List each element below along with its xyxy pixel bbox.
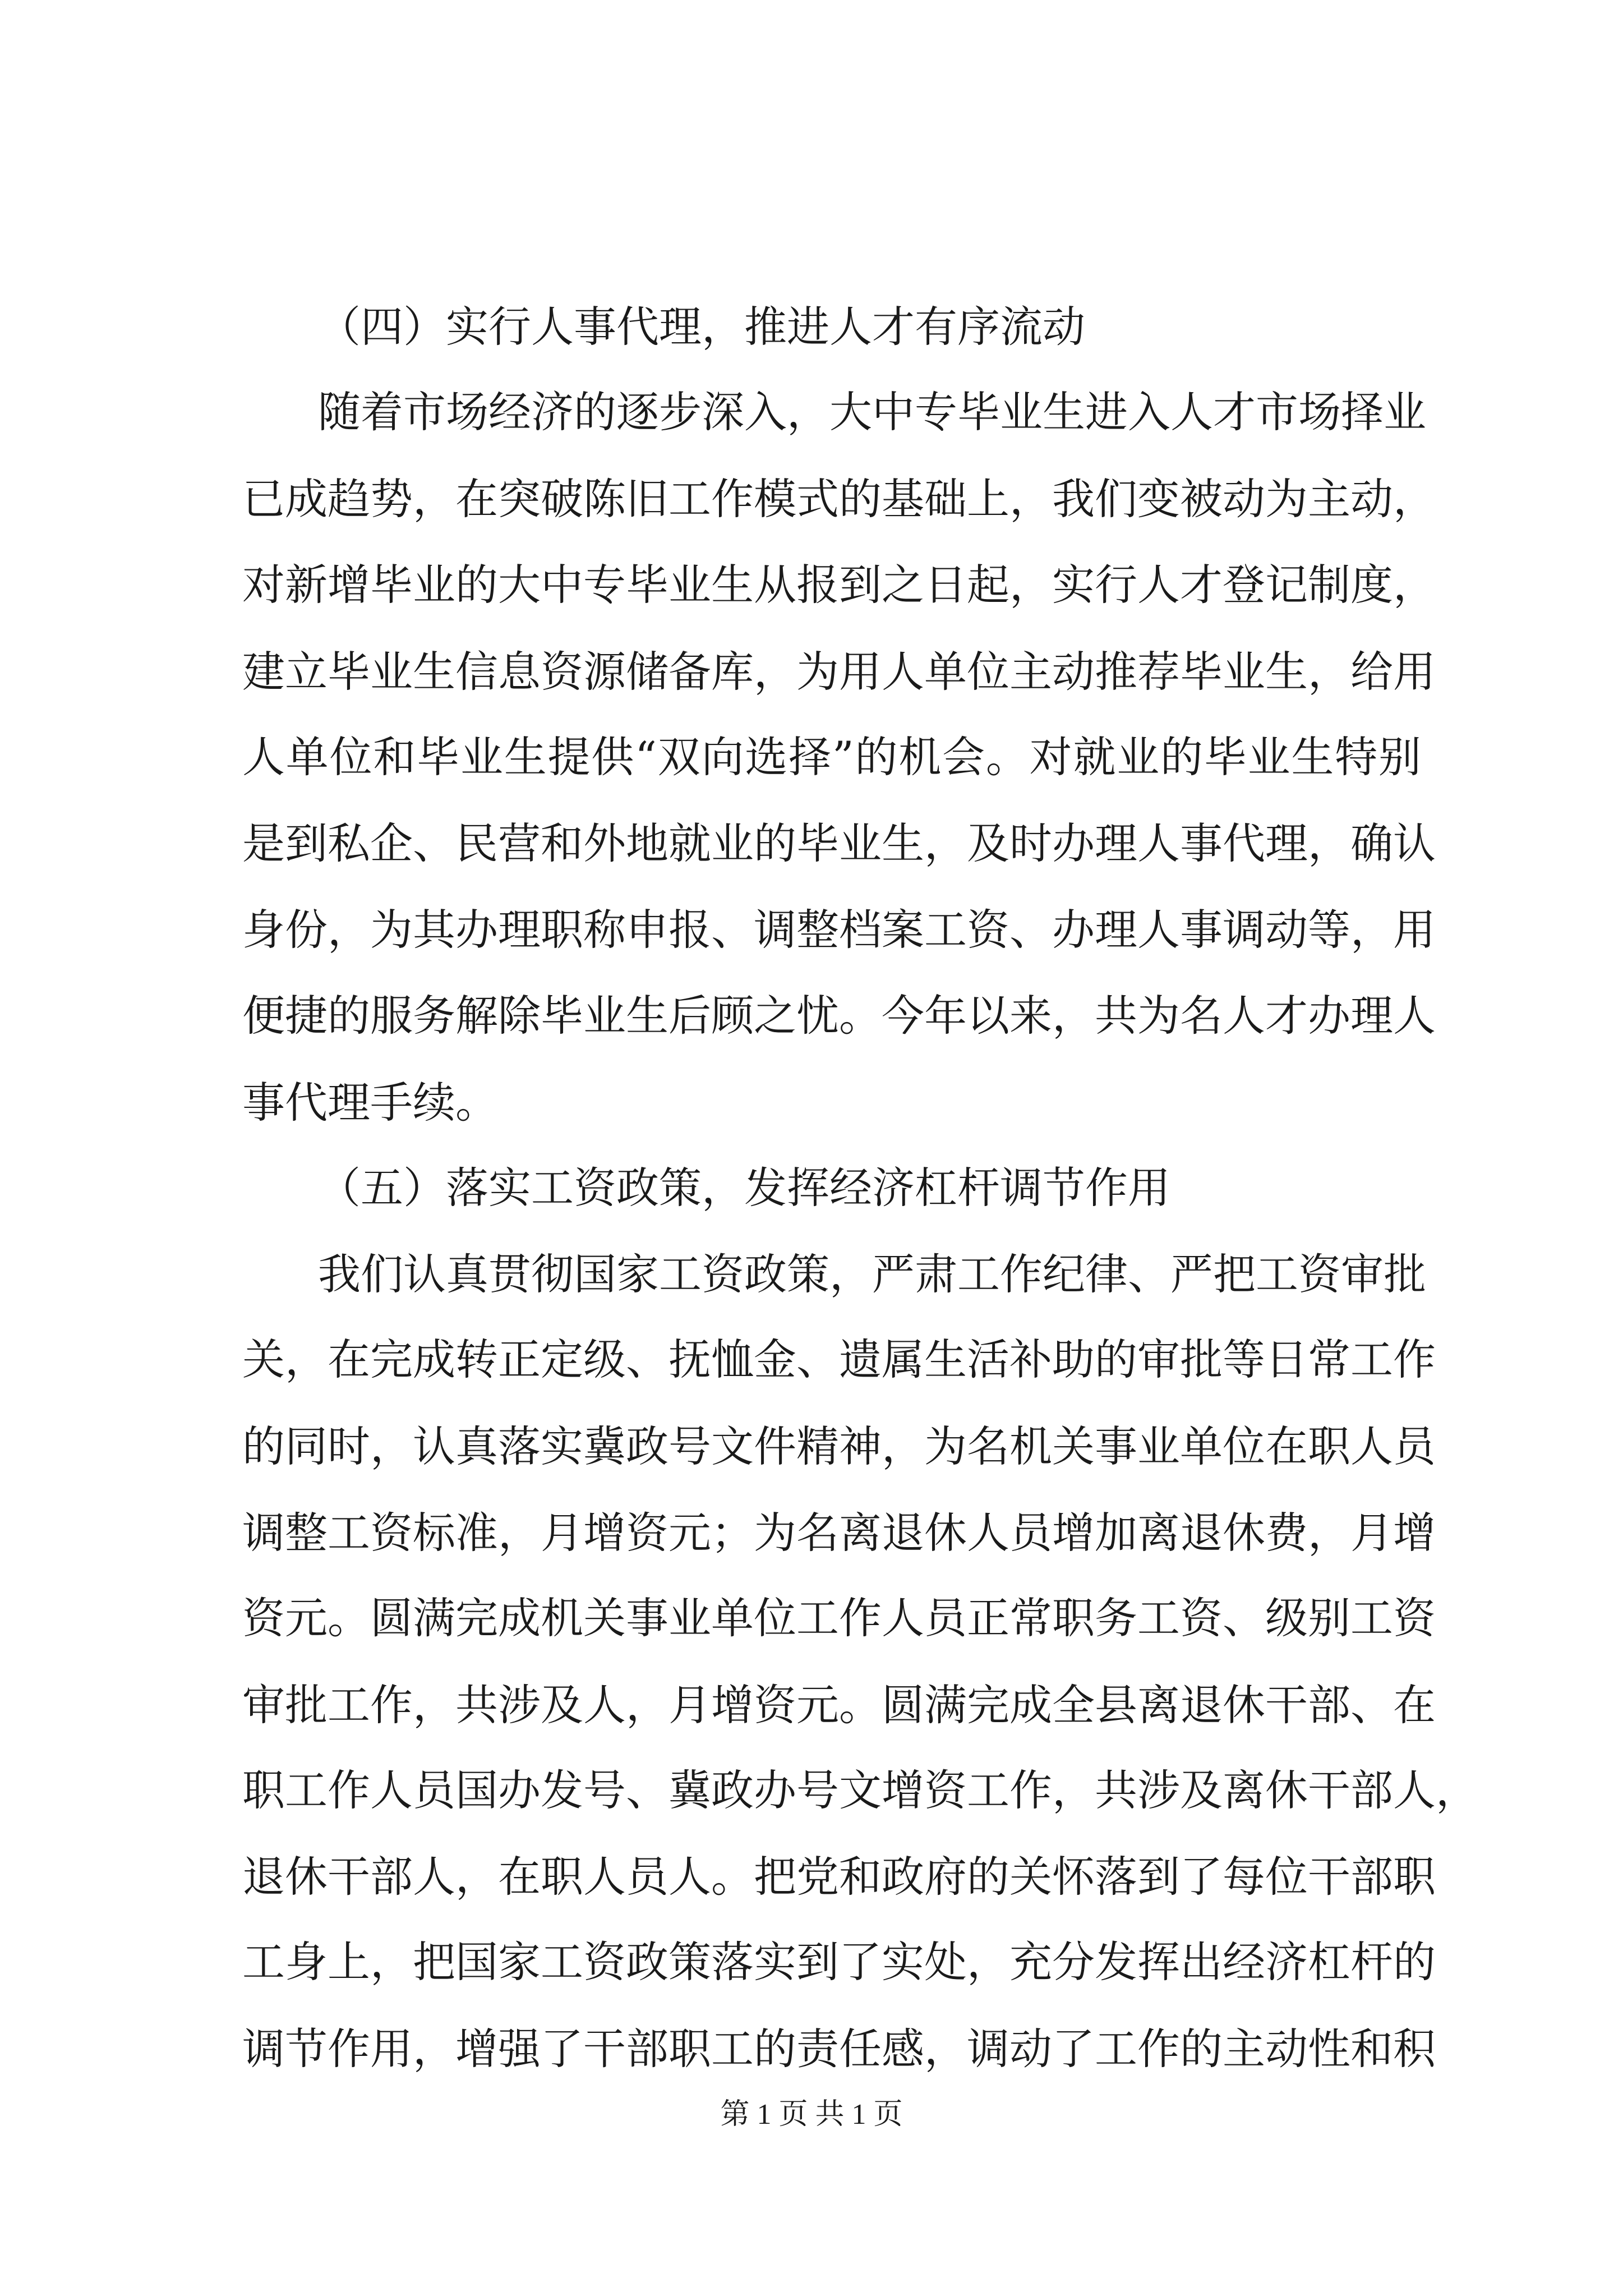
section-4-heading: （四）实行人事代理，推进人才有序流动 bbox=[318, 302, 1085, 352]
paragraph-line: 资元。圆满完成机关事业单位工作人员正常职务工资、级别工资 bbox=[242, 1593, 1436, 1643]
paragraph-line: 身份，为其办理职称申报、调整档案工资、办理人事调动等，用 bbox=[242, 905, 1436, 955]
paragraph-line: 退休干部人，在职人员人。把党和政府的关怀落到了每位干部职 bbox=[242, 1852, 1436, 1902]
page-footer: 第 1 页 共 1 页 bbox=[720, 2099, 903, 2131]
paragraph-line: 的同时，认真落实冀政号文件精神，为名机关事业单位在职人员 bbox=[242, 1421, 1436, 1471]
paragraph-line: 人单位和毕业生提供“双向选择”的机会。对就业的毕业生特别 bbox=[242, 732, 1421, 782]
paragraph-line: 调整工资标准，月增资元；为名离退休人员增加离退休费，月增 bbox=[242, 1508, 1436, 1558]
paragraph-line: 随着市场经济的逐步深入，大中专毕业生进入人才市场择业 bbox=[318, 387, 1426, 437]
paragraph-line: 是到私企、民营和外地就业的毕业生，及时办理人事代理，确认 bbox=[242, 818, 1436, 868]
section-5-heading: （五）落实工资政策，发挥经济杠杆调节作用 bbox=[318, 1163, 1170, 1213]
paragraph-line: 已成趋势，在突破陈旧工作模式的基础上，我们变被动为主动， bbox=[242, 474, 1436, 524]
paragraph-line: 职工作人员国办发号、冀政办号文增资工作，共涉及离休干部人， bbox=[242, 1765, 1478, 1815]
paragraph-line: 对新增毕业的大中专毕业生从报到之日起，实行人才登记制度， bbox=[242, 560, 1436, 610]
paragraph-line: 便捷的服务解除毕业生后顾之忧。今年以来，共为名人才办理人 bbox=[242, 991, 1436, 1041]
paragraph-line: 调节作用，增强了干部职工的责任感，调动了工作的主动性和积 bbox=[242, 2024, 1436, 2074]
paragraph-line: 关，在完成转正定级、抚恤金、遗属生活补助的审批等日常工作 bbox=[242, 1335, 1436, 1384]
paragraph-line: 工身上，把国家工资政策落实到了实处，充分发挥出经济杠杆的 bbox=[242, 1937, 1436, 1987]
paragraph-line: 审批工作，共涉及人，月增资元。圆满完成全县离退休干部、在 bbox=[242, 1680, 1436, 1730]
paragraph-line: 建立毕业生信息资源储备库，为用人单位主动推荐毕业生，给用 bbox=[242, 647, 1436, 697]
paragraph-line: 我们认真贯彻国家工资政策，严肃工作纪律、严把工资审批 bbox=[318, 1249, 1426, 1299]
paragraph-line: 事代理手续。 bbox=[242, 1078, 498, 1128]
